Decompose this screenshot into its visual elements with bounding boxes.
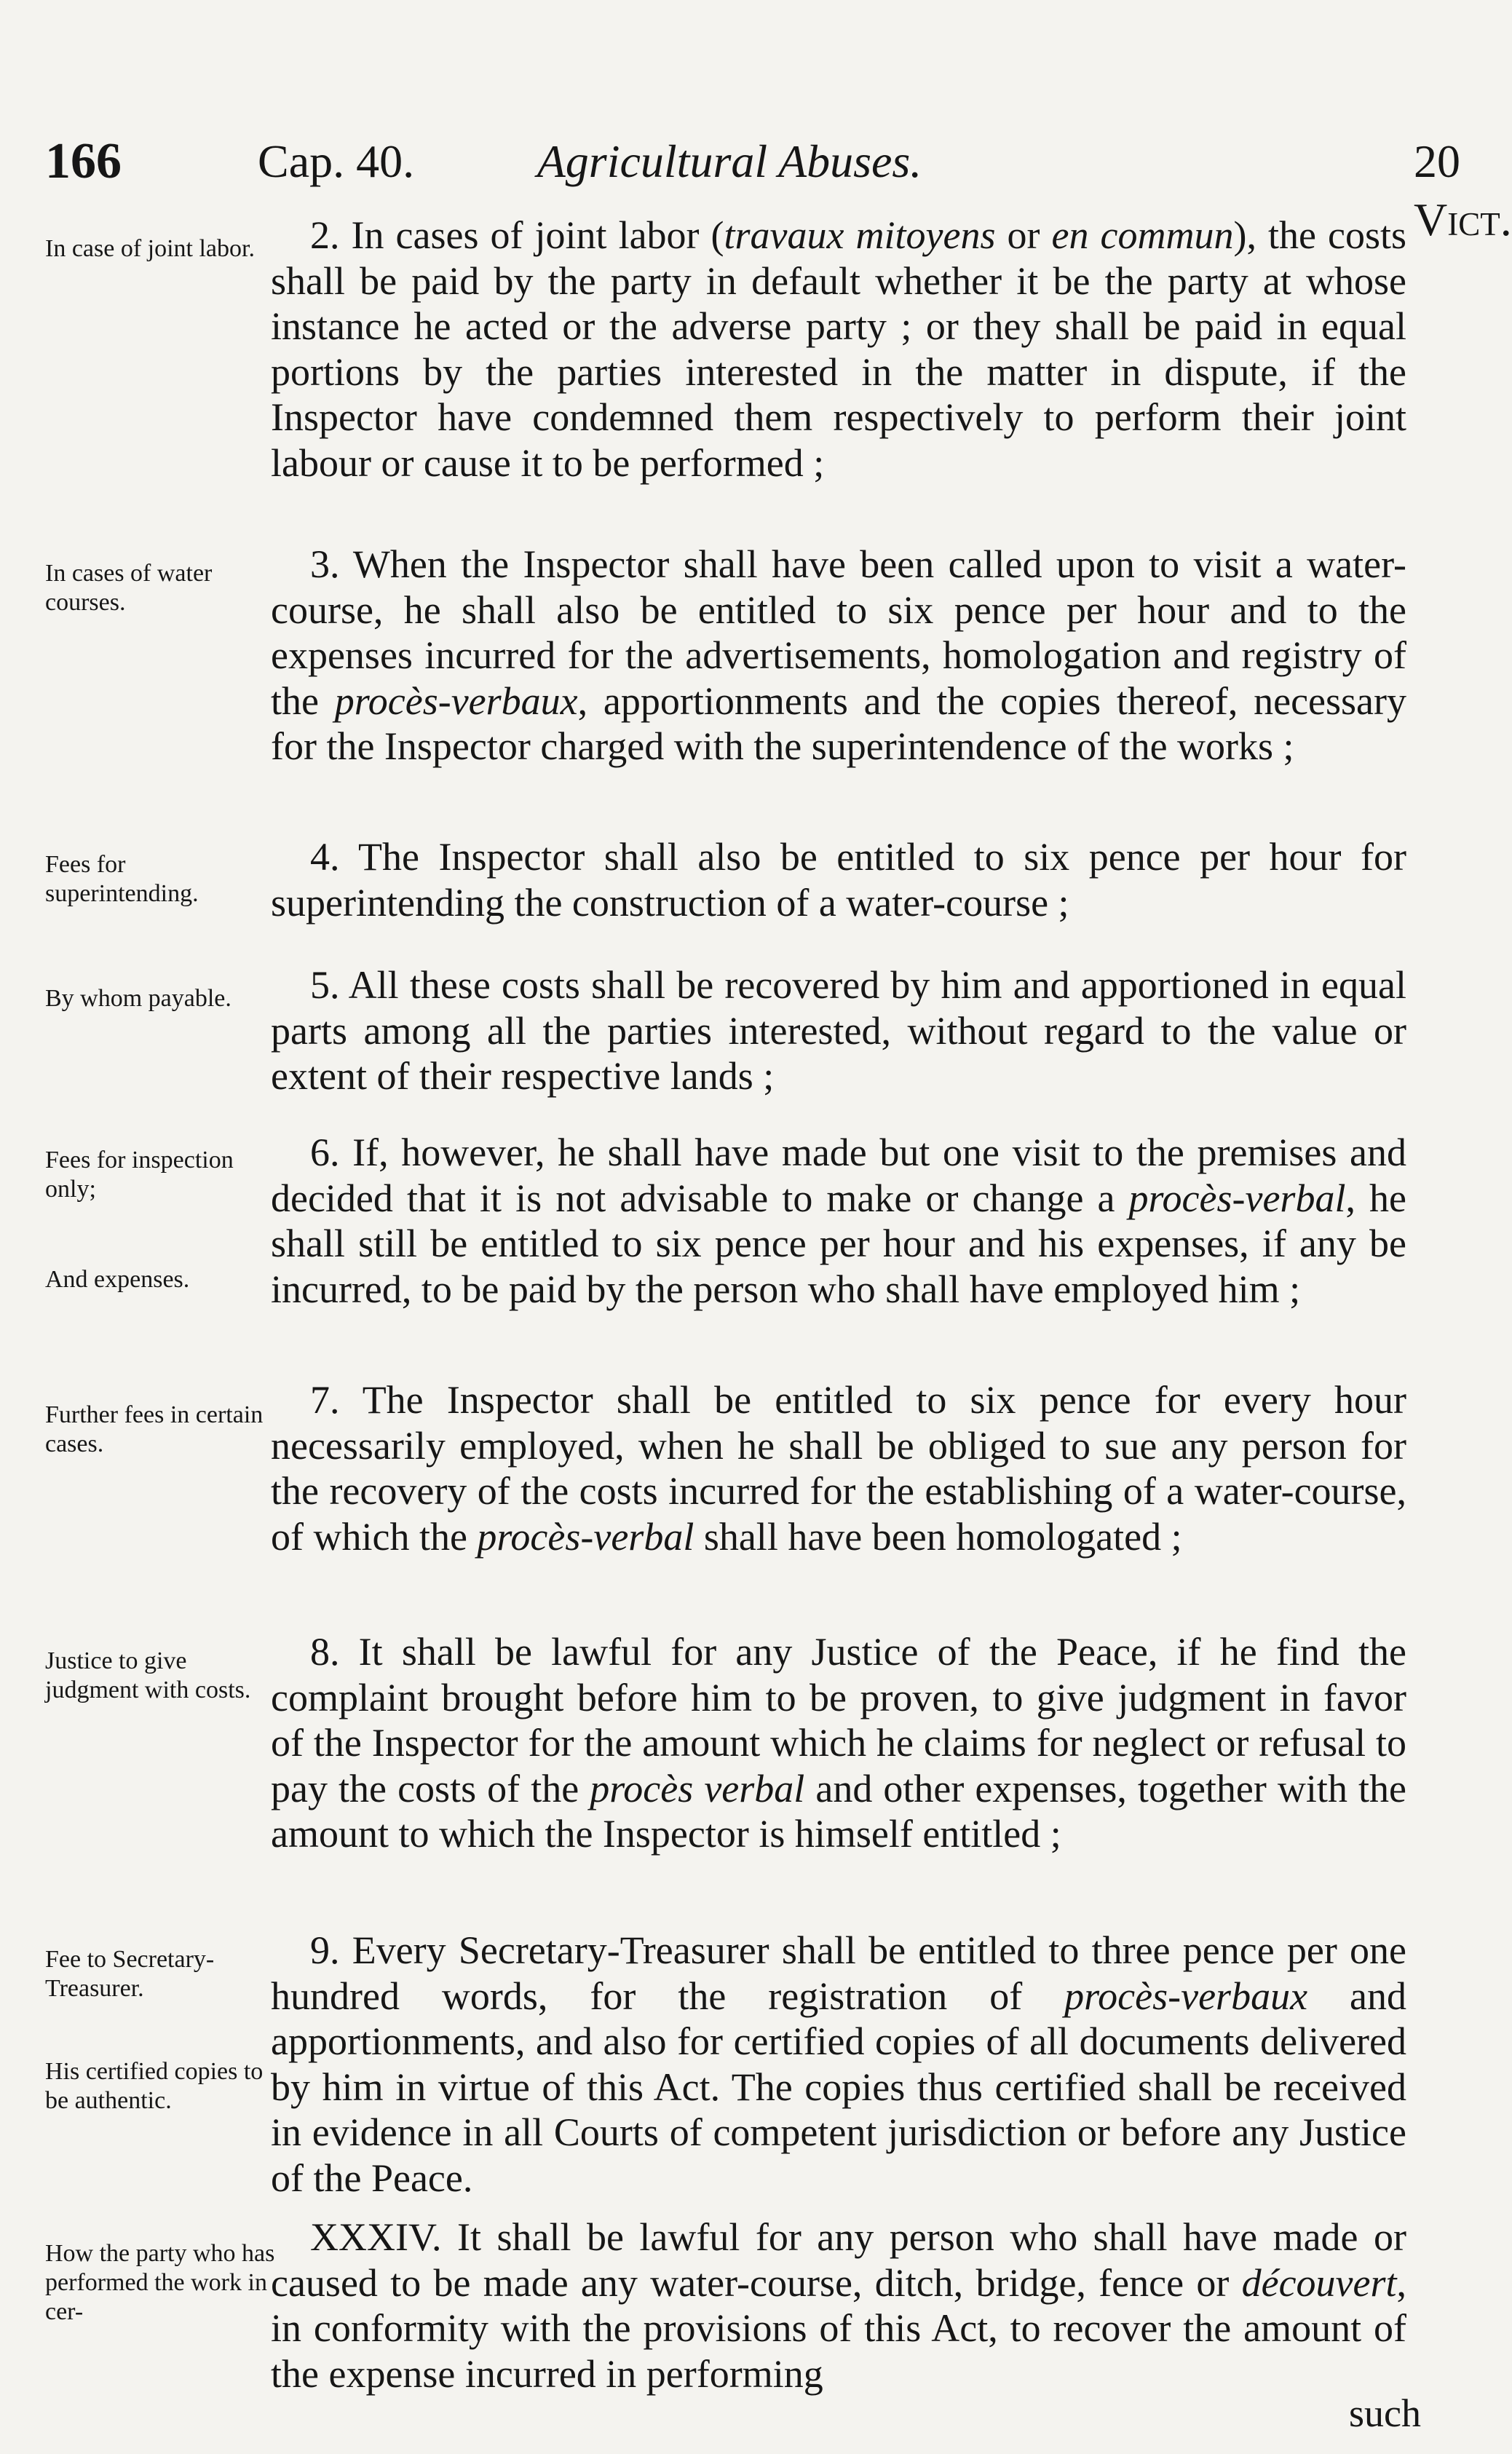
page-number: 166: [45, 133, 122, 189]
section-paragraph: [271, 834, 1406, 925]
text-run: 4. The Inspector shall also be entitled to six pence per hour for superintending the construction of a water-course ;: [271, 835, 1406, 925]
text-run: and apportionments, and also for certified copies of all documents delivered by him in virtue of this Act. The copies thus certified shall be received in evidence in all Courts of competent jurisdiction or before any Justice of the Peace.: [271, 1974, 1406, 2200]
text-run: XXXIV. It shall be lawful for any person who shall have made or caused to be made any water-course, ditch, bridge, fence or: [271, 2215, 1406, 2305]
margin-note: By whom payable.: [45, 985, 231, 1012]
section-paragraph: [271, 542, 1406, 769]
margin-note: In case of joint labor.: [45, 235, 255, 262]
text-run: 9. Every Secretary-Treasurer shall be entitled to three pence per one hundred words, for the registration of: [271, 1928, 1406, 2018]
section-paragraph: [271, 2214, 1406, 2396]
text-run: 5. All these costs shall be recovered by him and apportioned in equal parts among all the parties interested, without regard to the value or extent of their respective lands ;: [271, 963, 1406, 1098]
margin-note: His certified copies to be authentic.: [45, 2058, 264, 2114]
chapter-label: Cap. 40.: [258, 135, 415, 187]
margin-note: Fees for superintending.: [45, 851, 199, 907]
italic-term: procès verbal: [590, 1766, 805, 1810]
italic-term: découvert: [1241, 2260, 1397, 2305]
italic-term: procès-verbal: [477, 1514, 694, 1559]
section-paragraph: [271, 1130, 1406, 1312]
italic-term: procès-verbaux: [1064, 1974, 1308, 2018]
margin-note: And expenses.: [45, 1266, 190, 1293]
italic-term: en commun: [1051, 213, 1234, 257]
margin-note: Further fees in certain cases.: [45, 1401, 264, 1457]
text-run: , apportionments and the copies thereof, necessary for the Inspector charged with the superintendence of the works ;: [271, 678, 1406, 768]
section-paragraph: [271, 1377, 1406, 1559]
margin-note: How the party who has performed the work in cer-: [45, 2240, 275, 2325]
section-paragraph: [271, 1629, 1406, 1857]
margin-note: In cases of water courses.: [45, 560, 213, 616]
margin-note: Fee to Secretary-Treasurer.: [45, 1946, 215, 2002]
italic-term: procès-verbaux: [334, 678, 578, 723]
running-title: Agricultural Abuses.: [537, 135, 922, 187]
section-paragraph: [271, 962, 1406, 1099]
text-run: or: [995, 213, 1052, 257]
section-paragraph: [271, 1928, 1406, 2201]
text-run: , he shall still be entitled to six pence per hour and his expenses, if any be incurred, to be paid by the person who shall have employed him ;: [271, 1176, 1407, 1311]
text-run: 2. In cases of joint labor (: [310, 213, 724, 257]
text-run: , in conformity with the provisions of this Act, to recover the amount of the expense incurred in performing: [271, 2260, 1406, 2396]
text-run: 8. It shall be lawful for any Justice of the Peace, if he find the complaint brought before him to be proven, to give judgment in favor of the Inspector for the amount which he claims for neglect or refusal to pay the costs of the: [271, 1630, 1406, 1810]
text-run: 3. When the Inspector shall have been called upon to visit a water-course, he shall also be entitled to six pence per hour and to the expenses incurred for the advertisements, homologation and registry of the: [271, 542, 1406, 723]
section-paragraph: [271, 213, 1406, 486]
italic-term: procès-verbal: [1128, 1176, 1346, 1220]
margin-note: Fees for inspection only;: [45, 1147, 234, 1203]
catchword: such: [1349, 2391, 1421, 2435]
text-run: 6. If, however, he shall have made but one visit to the premises and decided that it is not advisable to make or change a: [271, 1131, 1406, 1220]
margin-note: Justice to give judgment with costs.: [45, 1647, 251, 1703]
text-run: 7. The Inspector shall be entitled to six pence for every hour necessarily employed, when he shall be obliged to sue any person for the recovery of the costs incurred for the establishing of a water-course, of which the: [271, 1378, 1406, 1559]
text-run: ), the costs shall be paid by the party in default whether it be the party at whose instance he acted or the adverse party ; or they shall be paid in equal portions by the parties interested in the matter in dispute, if the Inspector have condemned them respectively to perform their joint labour or cause it to be performed ;: [271, 213, 1406, 485]
text-run: and other expenses, together with the amount to which the Inspector is himself entitled ;: [271, 1766, 1406, 1856]
text-run: shall have been homologated ;: [694, 1514, 1182, 1559]
running-header: Agricultural Abuses. 166 Cap. 40. 20 Vict.: [45, 133, 1512, 245]
italic-term: travaux mitoyens: [724, 213, 996, 257]
